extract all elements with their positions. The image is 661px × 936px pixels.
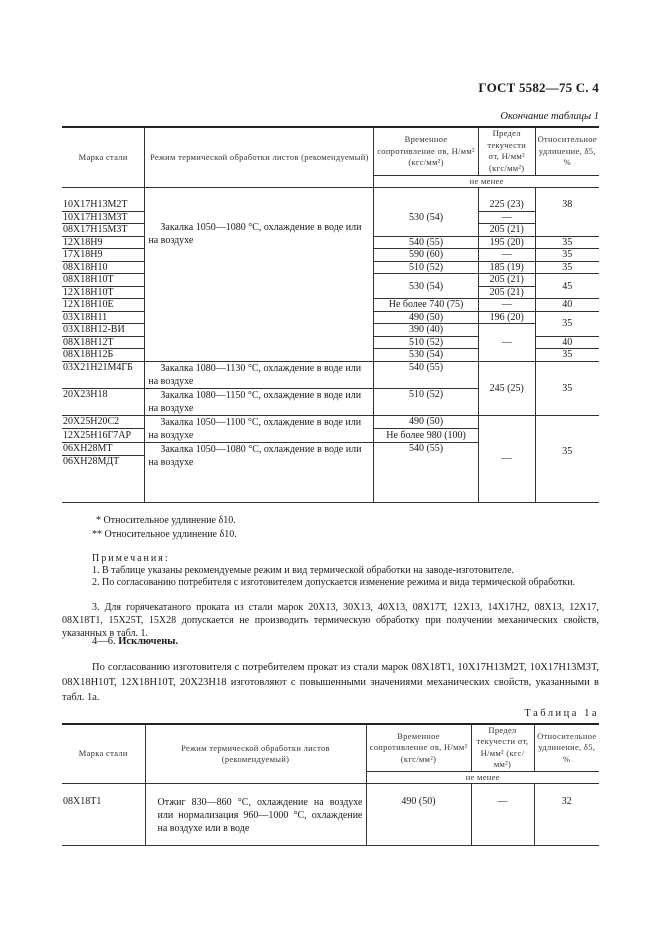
mark-cell: 12Х18Н10Т <box>62 286 145 299</box>
mark-cell: 08Х18Н12Б <box>62 349 145 362</box>
elong-cell: 35 <box>535 261 599 274</box>
elong-cell: 35 <box>535 311 599 336</box>
table1a-caption: Таблица 1а <box>524 708 599 719</box>
strength-cell: 540 (55) <box>374 361 478 388</box>
mark-cell: 08Х18Н12Т <box>62 336 145 349</box>
mark-cell: 08Х17Н15М3Т <box>62 224 145 237</box>
strength-cell: 490 (50) <box>374 415 478 429</box>
col-yield-header: Предел текучести σт, Н/мм² (кгс/мм²) <box>471 724 534 771</box>
elong-cell: 35 <box>535 249 599 262</box>
yield-cell: 205 (21) <box>478 286 535 299</box>
strength-cell: 540 (55) <box>374 442 478 502</box>
elong-cell: 45 <box>535 274 599 299</box>
yield-cell: 245 (25) <box>478 361 535 415</box>
mode-cell: Закалка 1050—1080 °С, охлаждение в воде или на воздухе <box>145 442 374 502</box>
mode-cell: Отжиг 830—860 °С, охлаждение на воздухе или нормализация 960—1000 °С, охлаждение на воздухе или в воде <box>145 796 366 846</box>
strength-cell: 510 (52) <box>374 388 478 415</box>
strength-cell: 530 (54) <box>374 349 478 362</box>
min-note: не менее <box>366 771 599 783</box>
mark-cell: 17Х18Н9 <box>62 249 145 262</box>
note-1: 1. В таблице указаны рекомендуемые режим и вид термической обработки на заводе-изготовителе. <box>92 565 515 576</box>
col-elong-header: Относительное удлинение, δ5, % <box>535 127 599 175</box>
elong-cell: 32 <box>534 796 599 846</box>
yield-cell: — <box>471 796 534 846</box>
elong-cell: 38 <box>535 199 599 236</box>
mark-cell: 08Х18Н10Т <box>62 274 145 287</box>
yield-cell: 205 (21) <box>478 224 535 237</box>
elong-cell: 40 <box>535 299 599 312</box>
mark-cell: 20Х23Н18 <box>62 388 145 415</box>
mark-cell: 08Х18Т1 <box>62 796 145 846</box>
excluded-clause: 4—6. Исключены. <box>92 636 179 647</box>
note-3: 3. Для горячекатаного проката из стали марок 20Х13, 30Х13, 40Х13, 08Х17Т, 12Х13, 14Х17Н2, 08Х13, 12Х17, 08Х18Т1, 15Х25Т, 15Х28 допускается не производить термическую обработку при получении механических свойств, указанных в табл. 1. <box>62 602 599 639</box>
body-paragraph: По согласованию изготовителя с потребителем прокат из стали марок 08Х18Т1, 10Х17Н13М2Т, 10Х17Н13М3Т, 08Х18Н10Т, 12Х18Н10Т, 20Х23Н18 изготовляют с повышенными значениями механических свойств, указанными в табл. 1а. <box>62 662 599 703</box>
elong-cell: 35 <box>535 349 599 362</box>
yield-cell: 195 (20) <box>478 236 535 249</box>
col-strength-header: Временное сопротивление σв, Н/мм² (кгс/мм²) <box>374 127 478 175</box>
mark-cell: 10Х17Н13М3Т <box>62 211 145 224</box>
footnote-2: ** Относительное удлинение δ10. <box>92 529 237 540</box>
table-1 <box>62 126 599 503</box>
mode-cell: Закалка 1050—1100 °С, охлаждение в воде или на воздухе <box>145 415 374 442</box>
mark-cell: 12Х25Н16Г7АР <box>62 429 145 443</box>
mark-cell: 06ХН28МТ <box>62 442 145 455</box>
col-yield-header: Предел текучести σт, Н/мм² (кгс/мм²) <box>478 127 535 175</box>
col-strength-header: Временное сопротивление σв, Н/мм² (кгс/мм²) <box>366 724 471 771</box>
mark-cell: 06ХН28МДТ <box>62 455 145 468</box>
mark-cell: 12Х18Н9 <box>62 236 145 249</box>
yield-cell: — <box>478 299 535 312</box>
col-elong-header: Относительное удлинение, δ5, % <box>534 724 599 771</box>
mark-cell: 08Х18Н10 <box>62 261 145 274</box>
table1-caption: Окончание таблицы 1 <box>500 111 599 122</box>
yield-cell: — <box>478 324 535 362</box>
elong-cell: 35 <box>535 236 599 249</box>
mark-cell: 03Х18Н11 <box>62 311 145 324</box>
strength-cell: 390 (40) <box>374 324 478 337</box>
strength-cell: 510 (52) <box>374 261 478 274</box>
col-mode-header: Режим термической обработки листов (рекомендуемый) <box>145 127 374 187</box>
yield-cell: 205 (21) <box>478 274 535 287</box>
col-mark-header: Марка стали <box>62 127 145 187</box>
mark-cell: 20Х25Н20С2 <box>62 415 145 429</box>
notes-title: Примечания: <box>92 553 170 564</box>
footnote-1: * Относительное удлинение δ10. <box>96 515 236 526</box>
mode-cell: Закалка 1080—1150 °С, охлаждение в воде или на воздухе <box>145 388 374 415</box>
yield-cell: — <box>478 249 535 262</box>
strength-cell: 510 (52) <box>374 336 478 349</box>
min-note: не менее <box>374 175 599 187</box>
strength-cell: 590 (60) <box>374 249 478 262</box>
mode-cell: Закалка 1080—1130 °С, охлаждение в воде или на воздухе <box>145 361 374 388</box>
yield-cell: — <box>478 415 535 502</box>
yield-cell: — <box>478 211 535 224</box>
mark-cell: 10Х17Н13М2Т <box>62 199 145 211</box>
elong-cell: 35 <box>535 415 599 502</box>
strength-cell: Не более 740 (75) <box>374 299 478 312</box>
table-1a <box>62 723 599 846</box>
yield-cell: 225 (23) <box>478 199 535 211</box>
yield-cell: 185 (19) <box>478 261 535 274</box>
strength-cell: Не более 980 (100) <box>374 429 478 443</box>
mode-cell: Закалка 1050—1080 °С, охлаждение в воде или на воздухе <box>145 199 374 361</box>
elong-cell: 35 <box>535 361 599 415</box>
strength-cell: 530 (54) <box>374 199 478 236</box>
strength-cell: 530 (54) <box>374 274 478 299</box>
strength-cell: 490 (50) <box>374 311 478 324</box>
mark-cell: 12Х18Н10Е <box>62 299 145 312</box>
note-2: 2. По согласованию потребителя с изготовителем допускается изменение режима и вида термической обработки. <box>92 577 576 588</box>
strength-cell: 540 (55) <box>374 236 478 249</box>
col-mode-header: Режим термической обработки листов (рекомендуемый) <box>145 724 366 784</box>
elong-cell: 40 <box>535 336 599 349</box>
mark-cell: 03Х21Н21М4ГБ <box>62 361 145 388</box>
page-header: ГОСТ 5582—75 С. 4 <box>478 80 599 95</box>
yield-cell: 196 (20) <box>478 311 535 324</box>
col-mark-header: Марка стали <box>62 724 145 784</box>
strength-cell: 490 (50) <box>366 796 471 846</box>
mark-cell: 03Х18Н12-ВИ <box>62 324 145 337</box>
